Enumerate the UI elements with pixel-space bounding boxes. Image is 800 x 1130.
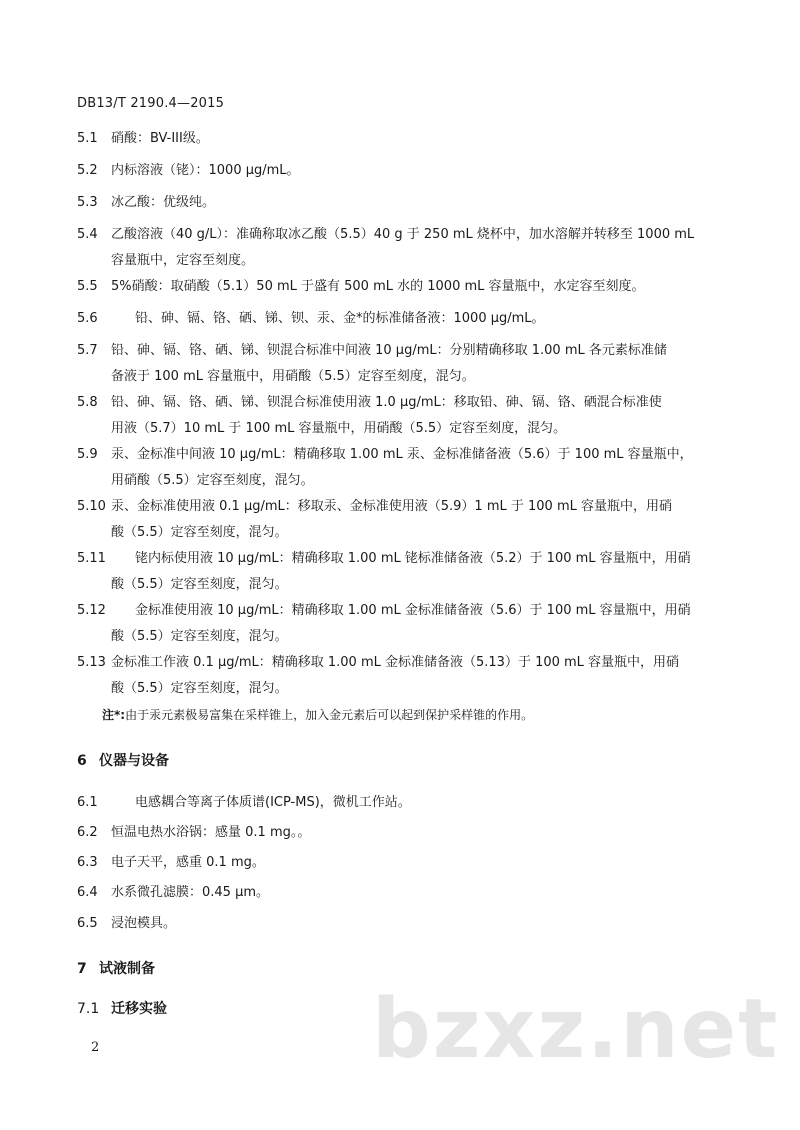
- clause-text: 浸泡模具。: [111, 916, 177, 931]
- clause-number: 5.8: [77, 395, 98, 410]
- clause-6-3: [77, 850, 727, 876]
- clause-number: 6.1: [77, 795, 98, 810]
- page-number: 2: [91, 1040, 100, 1055]
- clause-text: 汞、金标准使用液 0.1 μg/mL：移取汞、金标准使用液（5.9）1 mL 于 100 mL 容量瓶中，用硝: [111, 499, 672, 514]
- clause-text: 内标溶液（铑）：1000 μg/mL。: [111, 163, 300, 178]
- footnote: [102, 706, 533, 723]
- clause-text-continued: 酸（5.5）定容至刻度，混匀。: [111, 629, 288, 644]
- section-title: 试液制备: [99, 961, 155, 977]
- clause-text: 铅、砷、镉、铬、硒、锑、钡混合标准使用液 1.0 μg/mL：移取铅、砷、镉、铬、硒混合标准使: [111, 395, 662, 410]
- clause-text-continued: 酸（5.5）定容至刻度，混匀。: [111, 525, 288, 540]
- clause-number: 5.9: [77, 447, 98, 462]
- clause-text: 乙酸溶液（40 g/L）：准确称取冰乙酸（5.5）40 g 于 250 mL 烧杯中，加水溶解并转移至 1000 mL: [111, 227, 695, 242]
- clause-text: 铅、砷、镉、铬、硒、锑、钡混合标准中间液 10 μg/mL：分别精确移取 1.00 mL 各元素标准储: [111, 343, 667, 358]
- clause-6-5: [77, 911, 727, 937]
- clause-5-11: [77, 546, 727, 598]
- clause-number: 6.5: [77, 916, 98, 931]
- clause-text-continued: 用硝酸（5.5）定容至刻度，混匀。: [111, 473, 314, 488]
- clause-number: 5.3: [77, 195, 98, 210]
- clause-5-12: [77, 598, 727, 650]
- watermark: bzxz.net: [372, 982, 780, 1077]
- clause-text-continued: 容量瓶中，定容至刻度。: [111, 253, 255, 268]
- clause-number: 5.10: [77, 499, 106, 514]
- standard-code: DB13/T 2190.4—2015: [77, 96, 225, 111]
- clause-text: 恒温电热水浴锅：感量 0.1 mg。。: [111, 825, 311, 840]
- clause-5-13: [77, 650, 727, 702]
- clause-text: 冰乙酸：优级纯。: [111, 195, 216, 210]
- footnote-text: 由于汞元素极易富集在采样锥上，加入金元素后可以起到保护采样锥的作用。: [125, 708, 534, 722]
- clause-number: 5.1: [77, 131, 98, 146]
- clause-text: 汞、金标准中间液 10 μg/mL：精确移取 1.00 mL 汞、金标准储备液（5.6）于 100 mL 容量瓶中，: [111, 447, 693, 462]
- clause-6-1: [77, 790, 727, 816]
- clause-5-6: [77, 306, 727, 332]
- clause-5-10: [77, 494, 727, 546]
- clause-5-1: [77, 126, 727, 152]
- clause-text: 电感耦合等离子体质谱(ICP-MS)，微机工作站。: [135, 795, 411, 810]
- clause-text: 铅、砷、镉、铬、硒、锑、钡、汞、金*的标准储备液：1000 μg/mL。: [135, 311, 545, 326]
- section-title: 仪器与设备: [99, 753, 169, 769]
- clause-text: 5%硝酸：取硝酸（5.1）50 mL 于盛有 500 mL 水的 1000 mL 容量瓶中，水定容至刻度。: [111, 279, 645, 294]
- clause-text: 电子天平，感重 0.1 mg。: [111, 855, 265, 870]
- clause-6-2: [77, 820, 727, 846]
- clause-5-2: [77, 158, 727, 184]
- subsection-number: 7.1: [77, 1001, 100, 1017]
- clause-text: 铑内标使用液 10 μg/mL：精确移取 1.00 mL 铑标准储备液（5.2）于 100 mL 容量瓶中，用硝: [135, 551, 691, 566]
- clause-number: 6.3: [77, 855, 98, 870]
- clause-5-3: [77, 190, 727, 216]
- section-number: 7: [77, 961, 87, 977]
- clause-5-5: [77, 274, 727, 300]
- clause-5-7: [77, 338, 727, 390]
- section-heading-7: [77, 958, 155, 978]
- clause-text: 金标准工作液 0.1 μg/mL：精确移取 1.00 mL 金标准储备液（5.13）于 100 mL 容量瓶中，用硝: [111, 655, 680, 670]
- clause-number: 6.2: [77, 825, 98, 840]
- clause-text: 硝酸：BV-III级。: [111, 131, 209, 146]
- clause-number: 6.4: [77, 885, 98, 900]
- footnote-label: 注*:: [102, 708, 126, 722]
- clause-text: 水系微孔滤膜：0.45 μm。: [111, 885, 270, 900]
- clause-number: 5.2: [77, 163, 98, 178]
- clause-number: 5.12: [77, 603, 106, 618]
- clause-number: 5.7: [77, 343, 98, 358]
- clause-5-9: [77, 442, 727, 494]
- clause-text: 金标准使用液 10 μg/mL：精确移取 1.00 mL 金标准储备液（5.6）于 100 mL 容量瓶中，用硝: [135, 603, 691, 618]
- clause-number: 5.13: [77, 655, 106, 670]
- clause-text-continued: 酸（5.5）定容至刻度，混匀。: [111, 577, 288, 592]
- clause-text-continued: 酸（5.5）定容至刻度，混匀。: [111, 681, 288, 696]
- clause-text-continued: 备液于 100 mL 容量瓶中，用硝酸（5.5）定容至刻度，混匀。: [111, 369, 475, 384]
- clause-6-4: [77, 880, 727, 906]
- clause-5-4: [77, 222, 727, 274]
- clause-text-continued: 用液（5.7）10 mL 于 100 mL 容量瓶中，用硝酸（5.5）定容至刻度，混匀。: [111, 421, 567, 436]
- clause-number: 5.4: [77, 227, 98, 242]
- clause-5-8: [77, 390, 727, 442]
- clause-number: 5.6: [77, 311, 98, 326]
- section-number: 6: [77, 753, 87, 769]
- section-heading-6: [77, 750, 169, 770]
- clause-number: 5.11: [77, 551, 106, 566]
- clause-number: 5.5: [77, 279, 98, 294]
- subsection-heading-7-1: [77, 998, 167, 1018]
- subsection-title: 迁移实验: [111, 1001, 167, 1017]
